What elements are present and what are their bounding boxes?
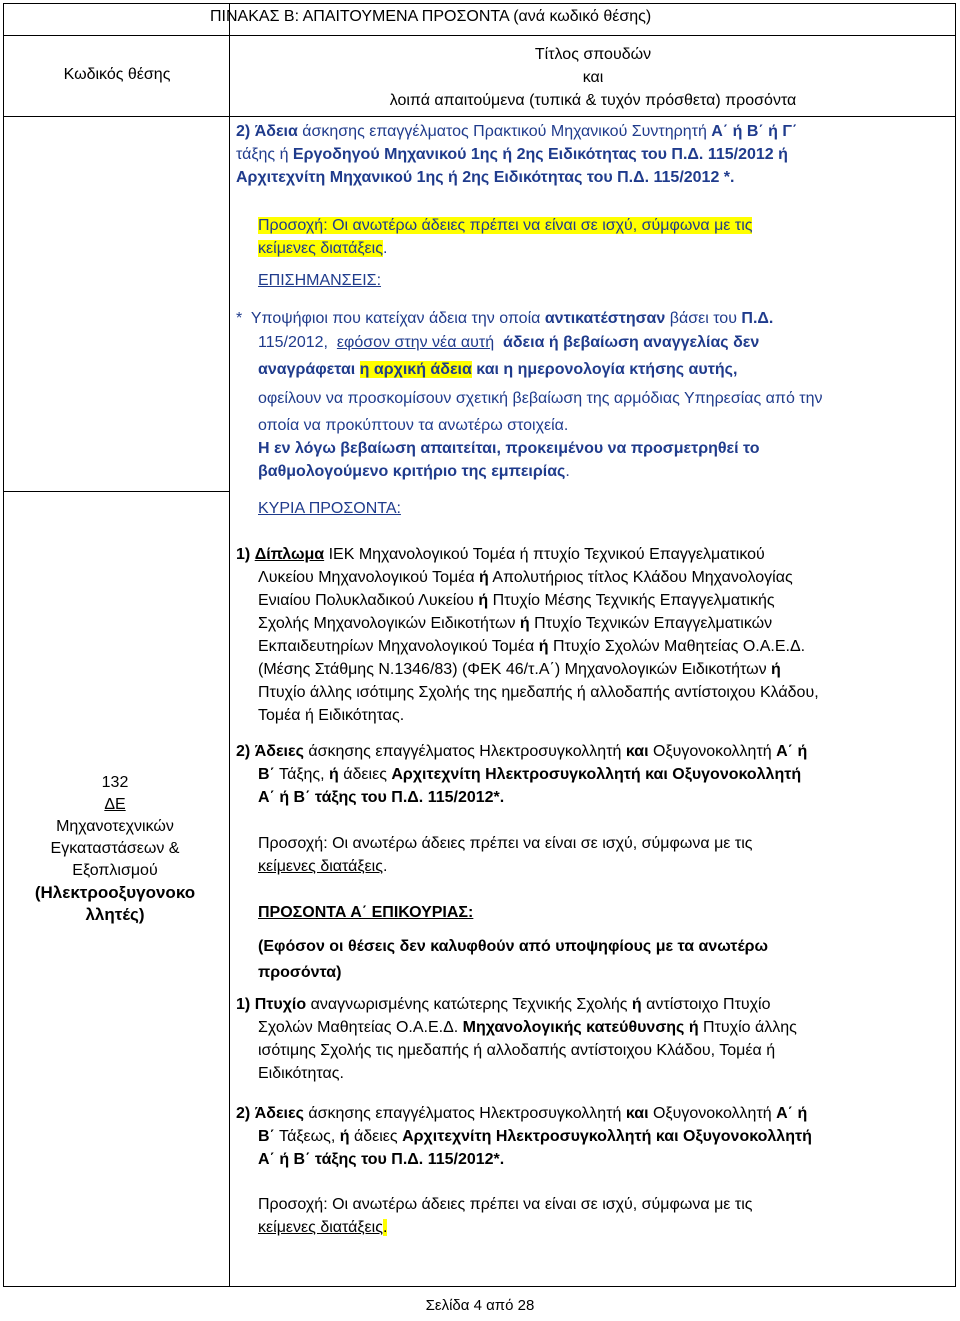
aux-heading: ΠΡΟΣΟΝΤΑ Α΄ ΕΠΙΚΟΥΡΙΑΣ: — [258, 904, 474, 921]
position-category: ΔΕ — [104, 796, 126, 813]
aux-item-1: 1) Πτυχίο αναγνωρισμένης κατώτερης Τεχνικής Σχολής ή αντίστοιχο Πτυχίο — [236, 996, 771, 1013]
position-name-2: Εγκαταστάσεων & — [50, 840, 180, 857]
table-title: ΠΙΝΑΚΑΣ Β: ΑΠΑΙΤΟΥΜΕΝΑ ΠΡΟΣΟΝΤΑ (ανά κωδικό θέσης) — [210, 8, 652, 25]
notes-body-cont: 115/2012, εφόσον στην νέα αυτή άδεια ή βεβαίωση αναγγελίας δεν αναγράφεται η αρχική άδεια και η ημερονολογία κτήσης αυτής, οφείλουν να προσκομίσουν σχετική βεβαίωση της αρμόδιας Υπηρεσίας από την οποία να προκύπτουν τα ανωτέρω στοιχεία. Η εν λόγω βεβαίωση απαιτείται, προκειμένου να προσμετρηθεί το βαθμολογούμενο κριτήριο της εμπειρίας. — [258, 334, 823, 480]
column-divider — [229, 4, 230, 1286]
page-number: Σελίδα 4 από 28 — [425, 1297, 535, 1314]
notes-heading: ΕΠΙΣΗΜΑΝΣΕΙΣ: — [258, 272, 382, 289]
header-row-divider — [4, 116, 955, 117]
position-name-4b: λλητές) — [85, 905, 145, 924]
header-qualifications: Τίτλος σπουδών και λοιπά απαιτούμενα (τυπικά & τυχόν πρόσθετα) προσόντα — [389, 46, 797, 109]
aux-warning: Προσοχή: Οι ανωτέρω άδειες πρέπει να είναι σε ισχύ, σύμφωνα με τις κείμενες διατάξεις. — [258, 1196, 753, 1236]
main-item-1: 1) Δίπλωμα ΙΕΚ Μηχανολογικού Τομέα ή πτυχίο Τεχνικού Επαγγελματικού — [236, 546, 765, 563]
main-item-2-body: Β΄ Τάξης, ή άδειες Αρχιτεχνίτη Ηλεκτροσυγκολλητή και Οξυγονοκολλητή Α΄ ή Β΄ τάξης του Π.Δ. 115/2012*. — [258, 766, 802, 806]
aux-note: (Εφόσον οι θέσεις δεν καλυφθούν από υποψηφίους με τα ανωτέρω προσόντα) — [258, 938, 769, 981]
aux-item-1-body: Σχολών Μαθητείας Ο.Α.Ε.Δ. Μηχανολογικής κατεύθυνσης ή Πτυχίο άλλης ισότιμης Σχολής τις ημεδαπής ή αλλοδαπής αντίστοιχου Κλάδου, Τομέα ή Ειδικότητας. — [258, 1019, 797, 1082]
left-cell-divider — [4, 491, 229, 492]
aux-item-2-body: Β΄ Τάξεως, ή άδειες Αρχιτεχνίτη Ηλεκτροσυγκολλητή και Οξυγονοκολλητή Α΄ ή Β΄ τάξης του Π.Δ. 115/2012*. — [258, 1128, 812, 1168]
top-item-2: 2) Άδεια άσκησης επαγγέλματος Πρακτικού Μηχανικού Συντηρητή Α΄ ή Β΄ ή Γ΄ τάξης ή Εργοδηγού Μηχανικού 1ης ή 2ης Ειδικότητας του Π.Δ. 115/2012 ή Αρχιτεχνίτη Μηχανικού 1ης ή 2ης Ειδικότητας του Π.Δ. 115/2012 *. — [236, 123, 798, 186]
aux-item-2: 2) Άδειες άσκησης επαγγέλματος Ηλεκτροσυγκολλητή και Οξυγονοκολλητή Α΄ ή — [236, 1105, 808, 1122]
position-name-3: Εξοπλισμού — [72, 862, 158, 879]
position-name-1: Μηχανοτεχνικών — [56, 818, 174, 835]
position-code: 132 — [101, 774, 129, 791]
position-code-cell — [4, 772, 226, 926]
title-row-divider — [4, 35, 955, 36]
main-warning: Προσοχή: Οι ανωτέρω άδειες πρέπει να είναι σε ισχύ, σύμφωνα με τις κείμενες διατάξεις. — [258, 835, 753, 875]
header-position-code: Κωδικός θέσης — [63, 66, 171, 83]
notes-body: * Υποψήφιοι που κατείχαν άδεια την οποία αντικατέστησαν βάσει του Π.Δ. — [236, 310, 774, 327]
position-name-4a: (Ηλεκτροοξυγονοκο — [34, 883, 196, 902]
main-item-1-body: Λυκείου Μηχανολογικού Τομέα ή Απολυτήριος τίτλος Κλάδου Μηχανολογίας Ενιαίου Πολυκλαδικού Λυκείου ή Πτυχίο Μέσης Τεχνικής Επαγγελματικής Σχολής Μηχανολογικών Ειδικοτήτων ή Πτυχίο Τεχνικών Επαγγελματικών Εκπαιδευτηρίων Μηχανολογικού Τομέα ή Πτυχίο Σχολών Μαθητείας Ο.Α.Ε.Δ. (Μέσης Στάθμης Ν.1346/83) (ΦΕΚ 46/τ.Α΄) Μηχανολογικών Ειδικοτήτων ή Πτυχίο άλλης ισότιμης Σχολής της ημεδαπής ή αλλοδαπής αντίστοιχου Κλάδου, Τομέα ή Ειδικότητας. — [258, 569, 819, 724]
top-warning: Προσοχή: Οι ανωτέρω άδειες πρέπει να είναι σε ισχύ, σύμφωνα με τις κείμενες διατάξεις. — [258, 217, 753, 257]
main-heading: ΚΥΡΙΑ ΠΡΟΣΟΝΤΑ: — [258, 500, 401, 517]
main-item-2: 2) Άδειες άσκησης επαγγέλματος Ηλεκτροσυγκολλητή και Οξυγονοκολλητή Α΄ ή — [236, 743, 808, 760]
